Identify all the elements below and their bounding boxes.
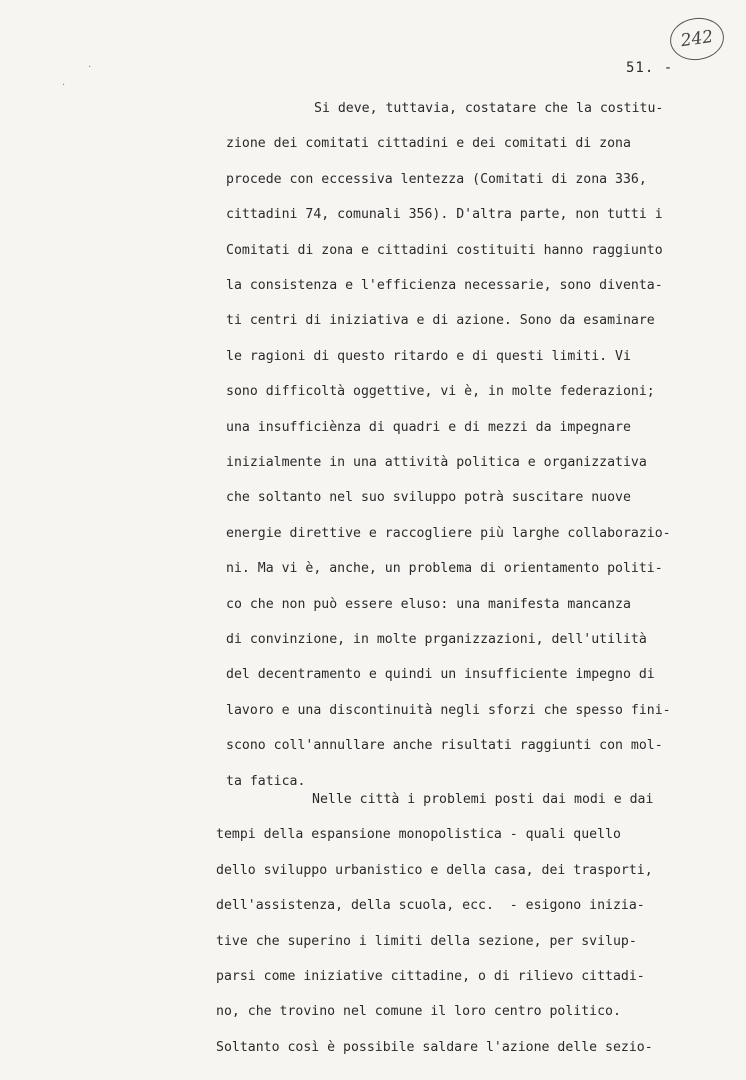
text-line: tempi della espansione monopolistica - quali quello: [216, 827, 621, 843]
text-line: Comitati di zona e cittadini costituiti hanno raggiunto: [226, 242, 663, 258]
text-line: cittadini 74, comunali 356). D'altra parte, non tutti i: [226, 207, 663, 223]
text-line: Nelle città i problemi posti dai modi e dai: [312, 792, 654, 807]
text-line: lavoro e una discontinuità negli sforzi che spesso fini-: [226, 702, 671, 718]
text-line: ti centri di iniziativa e di azione. Sono da esaminare: [226, 313, 655, 329]
scan-speck: ·: [62, 80, 66, 91]
text-line: inizialmente in una attività politica e organizzativa: [226, 455, 647, 470]
text-line: la consistenza e l'efficienza necessarie, sono diventa-: [226, 278, 663, 293]
text-line: dello sviluppo urbanistico e della casa, dei trasporti,: [216, 862, 653, 878]
text-line: procede con eccessiva lentezza (Comitati di zona 336,: [226, 171, 647, 187]
archive-stamp-label: 242: [679, 26, 715, 52]
text-line: no, che trovino nel comune il loro centro politico.: [216, 1004, 621, 1020]
text-line: zione dei comitati cittadini e dei comitati di zona: [226, 136, 631, 152]
archive-stamp: [667, 14, 726, 63]
text-line: ni. Ma vi è, anche, un problema di orientamento politi-: [226, 561, 663, 577]
text-line: scono coll'annullare anche risultati raggiunti con mol-: [226, 738, 663, 754]
scan-speck: ·: [88, 62, 92, 73]
text-line: sono difficoltà oggettive, vi è, in molte federazioni;: [226, 384, 655, 400]
text-line: parsi come iniziative cittadine, o di rilievo cittadi-: [216, 969, 645, 984]
text-line: tive che superino i limiti della sezione, per svilup-: [216, 933, 637, 949]
text-line: Si deve, tuttavia, costatare che la costitu-: [314, 101, 664, 116]
text-line: dell'assistenza, della scuola, ecc. - esigono inizia-: [216, 898, 645, 914]
text-line: le ragioni di questo ritardo e di questi limiti. Vi: [226, 348, 631, 364]
page-number: 51. -: [626, 60, 674, 76]
text-line: Soltanto così è possibile saldare l'azione delle sezio-: [216, 1039, 653, 1055]
text-line: del decentramento e quindi un insufficiente impegno di: [226, 667, 655, 683]
text-line: energie direttive e raccogliere più larghe collaborazio-: [226, 525, 671, 541]
text-line: ta fatica.: [226, 773, 306, 789]
text-line: di convinzione, in molte prganizzazioni, dell'utilità: [226, 632, 647, 647]
text-line: co che non può essere eluso: una manifesta mancanza: [226, 596, 631, 612]
text-line: una insufficiènza di quadri e di mezzi da impegnare: [226, 419, 631, 435]
text-line: che soltanto nel suo sviluppo potrà suscitare nuove: [226, 490, 631, 506]
